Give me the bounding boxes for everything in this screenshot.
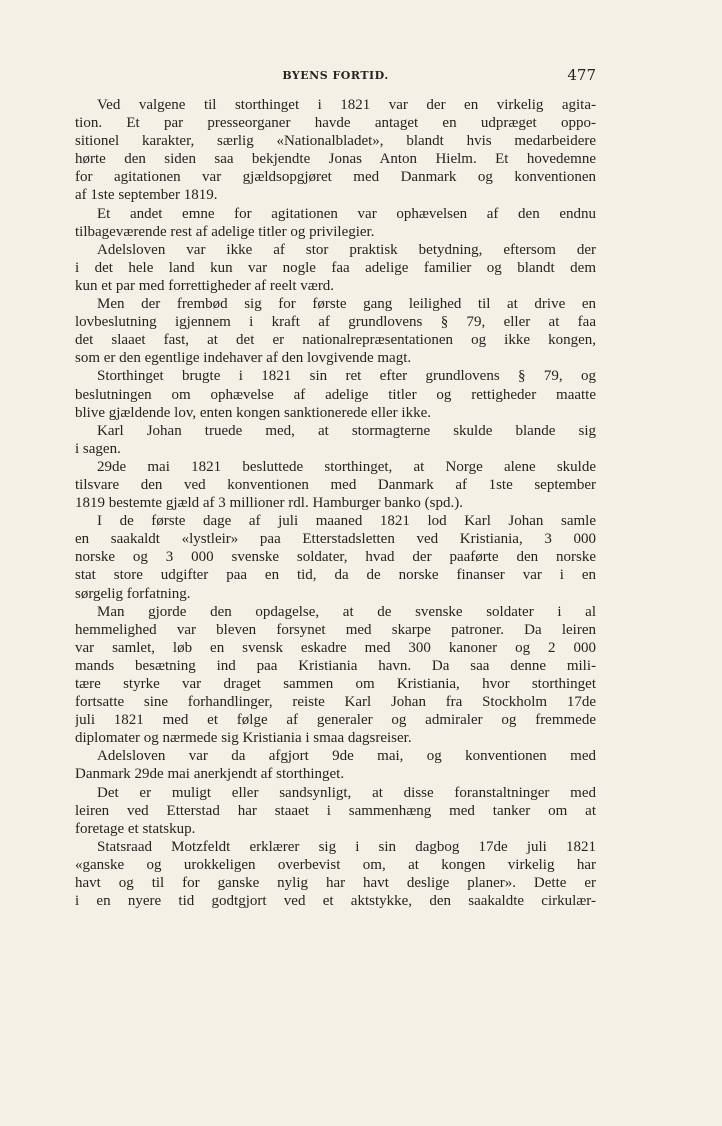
page-header [75, 66, 596, 86]
text-line: i en nyere tid godtgjort ved et aktstykke, den saakaldte cirkulær- [75, 893, 596, 910]
text-line: fortsatte sine forhandlinger, reiste Karl Johan fra Stockholm 17de [75, 694, 596, 711]
text-line: Danmark 29de mai anerkjendt af storthinget. [75, 766, 345, 783]
text-line: Ved valgene til storthinget i 1821 var der en virkelig agita- [97, 97, 596, 113]
text-line: i sagen. [75, 440, 121, 457]
text-line: det slaaet fast, at det er nationalrepræsentationen og ikke kongen, [75, 332, 596, 349]
text-line: Det er muligt eller sandsynligt, at disse foranstaltninger med [97, 784, 596, 801]
text-line: blive gjældende lov, enten kongen sanktionerede eller ikke. [75, 404, 432, 421]
text-line: diplomater og nærmede sig Kristiania i smaa dagsreiser. [75, 730, 412, 747]
text-line: havt og til for ganske nylig har havt deslige planer». Dette er [75, 875, 596, 892]
text-line: tion. Et par presseorganer havde antaget en udpræget oppo- [75, 115, 596, 132]
text-line: hørte den siden saa bekjendte Jonas Anton Hielm. Et hovedemne [75, 151, 596, 168]
text-line: hemmelighed var bleven forsynet med skarpe patroner. Da leiren [75, 621, 596, 638]
text-line: for agitationen var gjældsopgjøret med Danmark og konventionen [75, 169, 596, 186]
text-line: norske og 3 000 svenske soldater, hvad der paaførte den norske [75, 549, 596, 566]
text-line: tilsvare den ved konventionen med Danmark af 1ste september [75, 476, 596, 493]
text-line: «ganske og urokkeligen overbevist om, at kongen virkelig har [75, 856, 596, 873]
text-line: som er den egentlige indehaver af den lovgivende magt. [75, 350, 412, 367]
text-line: kun et par med forrettigheder af reelt værd. [75, 277, 335, 294]
text-line: leiren ved Etterstad har staaet i sammenhæng med tanker om at [75, 802, 596, 819]
text-line: Statsraad Motzfeldt erklærer sig i sin dagbog 17de juli 1821 [97, 838, 596, 855]
text-line: af 1ste september 1819. [75, 187, 218, 204]
text-line: beslutningen om ophævelse af adelige titler og rettigheder maatte [75, 386, 596, 403]
text-line: i det hele land kun var nogle faa adelige familier og blandt dem [75, 259, 596, 276]
text-line: Storthinget brugte i 1821 sin ret efter grundlovens § 79, og [97, 368, 596, 385]
text-line: Men der frembød sig for første gang leilighed til at drive en [97, 296, 596, 313]
text-line: Et andet emne for agitationen var ophævelsen af den endnu [97, 205, 596, 222]
text-line: I de første dage af juli maaned 1821 lod Karl Johan samle [97, 513, 596, 530]
text-line: sitionel karakter, særlig «Nationalbladet», blandt hvis medarbeidere [75, 133, 596, 150]
text-line: var samlet, løb en svensk eskadre med 300 kanoner og 2 000 [75, 639, 596, 656]
text-line: lovbeslutning igjennem i kraft af grundlovens § 79, eller at faa [75, 314, 596, 331]
body-text [75, 96, 596, 910]
text-line: Karl Johan truede med, at stormagterne skulde blande sig [97, 422, 596, 439]
text-line: Adelsloven var da afgjort 9de mai, og konventionen med [97, 748, 596, 765]
text-line: foretage et statskup. [75, 820, 196, 837]
text-line: stat store udgifter paa en tid, da de norske finanser var i en [75, 567, 596, 584]
text-line: mands besætning ind paa Kristiania havn. Da saa denne mili- [75, 657, 596, 674]
text-line: en saakaldt «lystleir» paa Etterstadsletten ved Kristiania, 3 000 [75, 531, 596, 548]
text-line: sørgelig forfatning. [75, 585, 191, 602]
page-number: 477 [567, 66, 596, 84]
running-title: BYENS FORTID. [282, 69, 389, 82]
text-line: Man gjorde den opdagelse, at de svenske soldater i al [97, 603, 596, 620]
text-line: 29de mai 1821 besluttede storthinget, at Norge alene skulde [97, 458, 596, 475]
text-line: juli 1821 med et følge af generaler og admiraler og fremmede [75, 712, 596, 729]
text-line: tære styrke var draget sammen om Kristiania, hvor storthinget [75, 676, 596, 692]
text-line: tilbageværende rest af adelige titler og privilegier. [75, 223, 375, 240]
text-line: Adelsloven var ikke af stor praktisk betydning, eftersom der [97, 241, 596, 258]
text-line: 1819 bestemte gjæld af 3 millioner rdl. Hamburger banko (spd.). [75, 495, 463, 512]
